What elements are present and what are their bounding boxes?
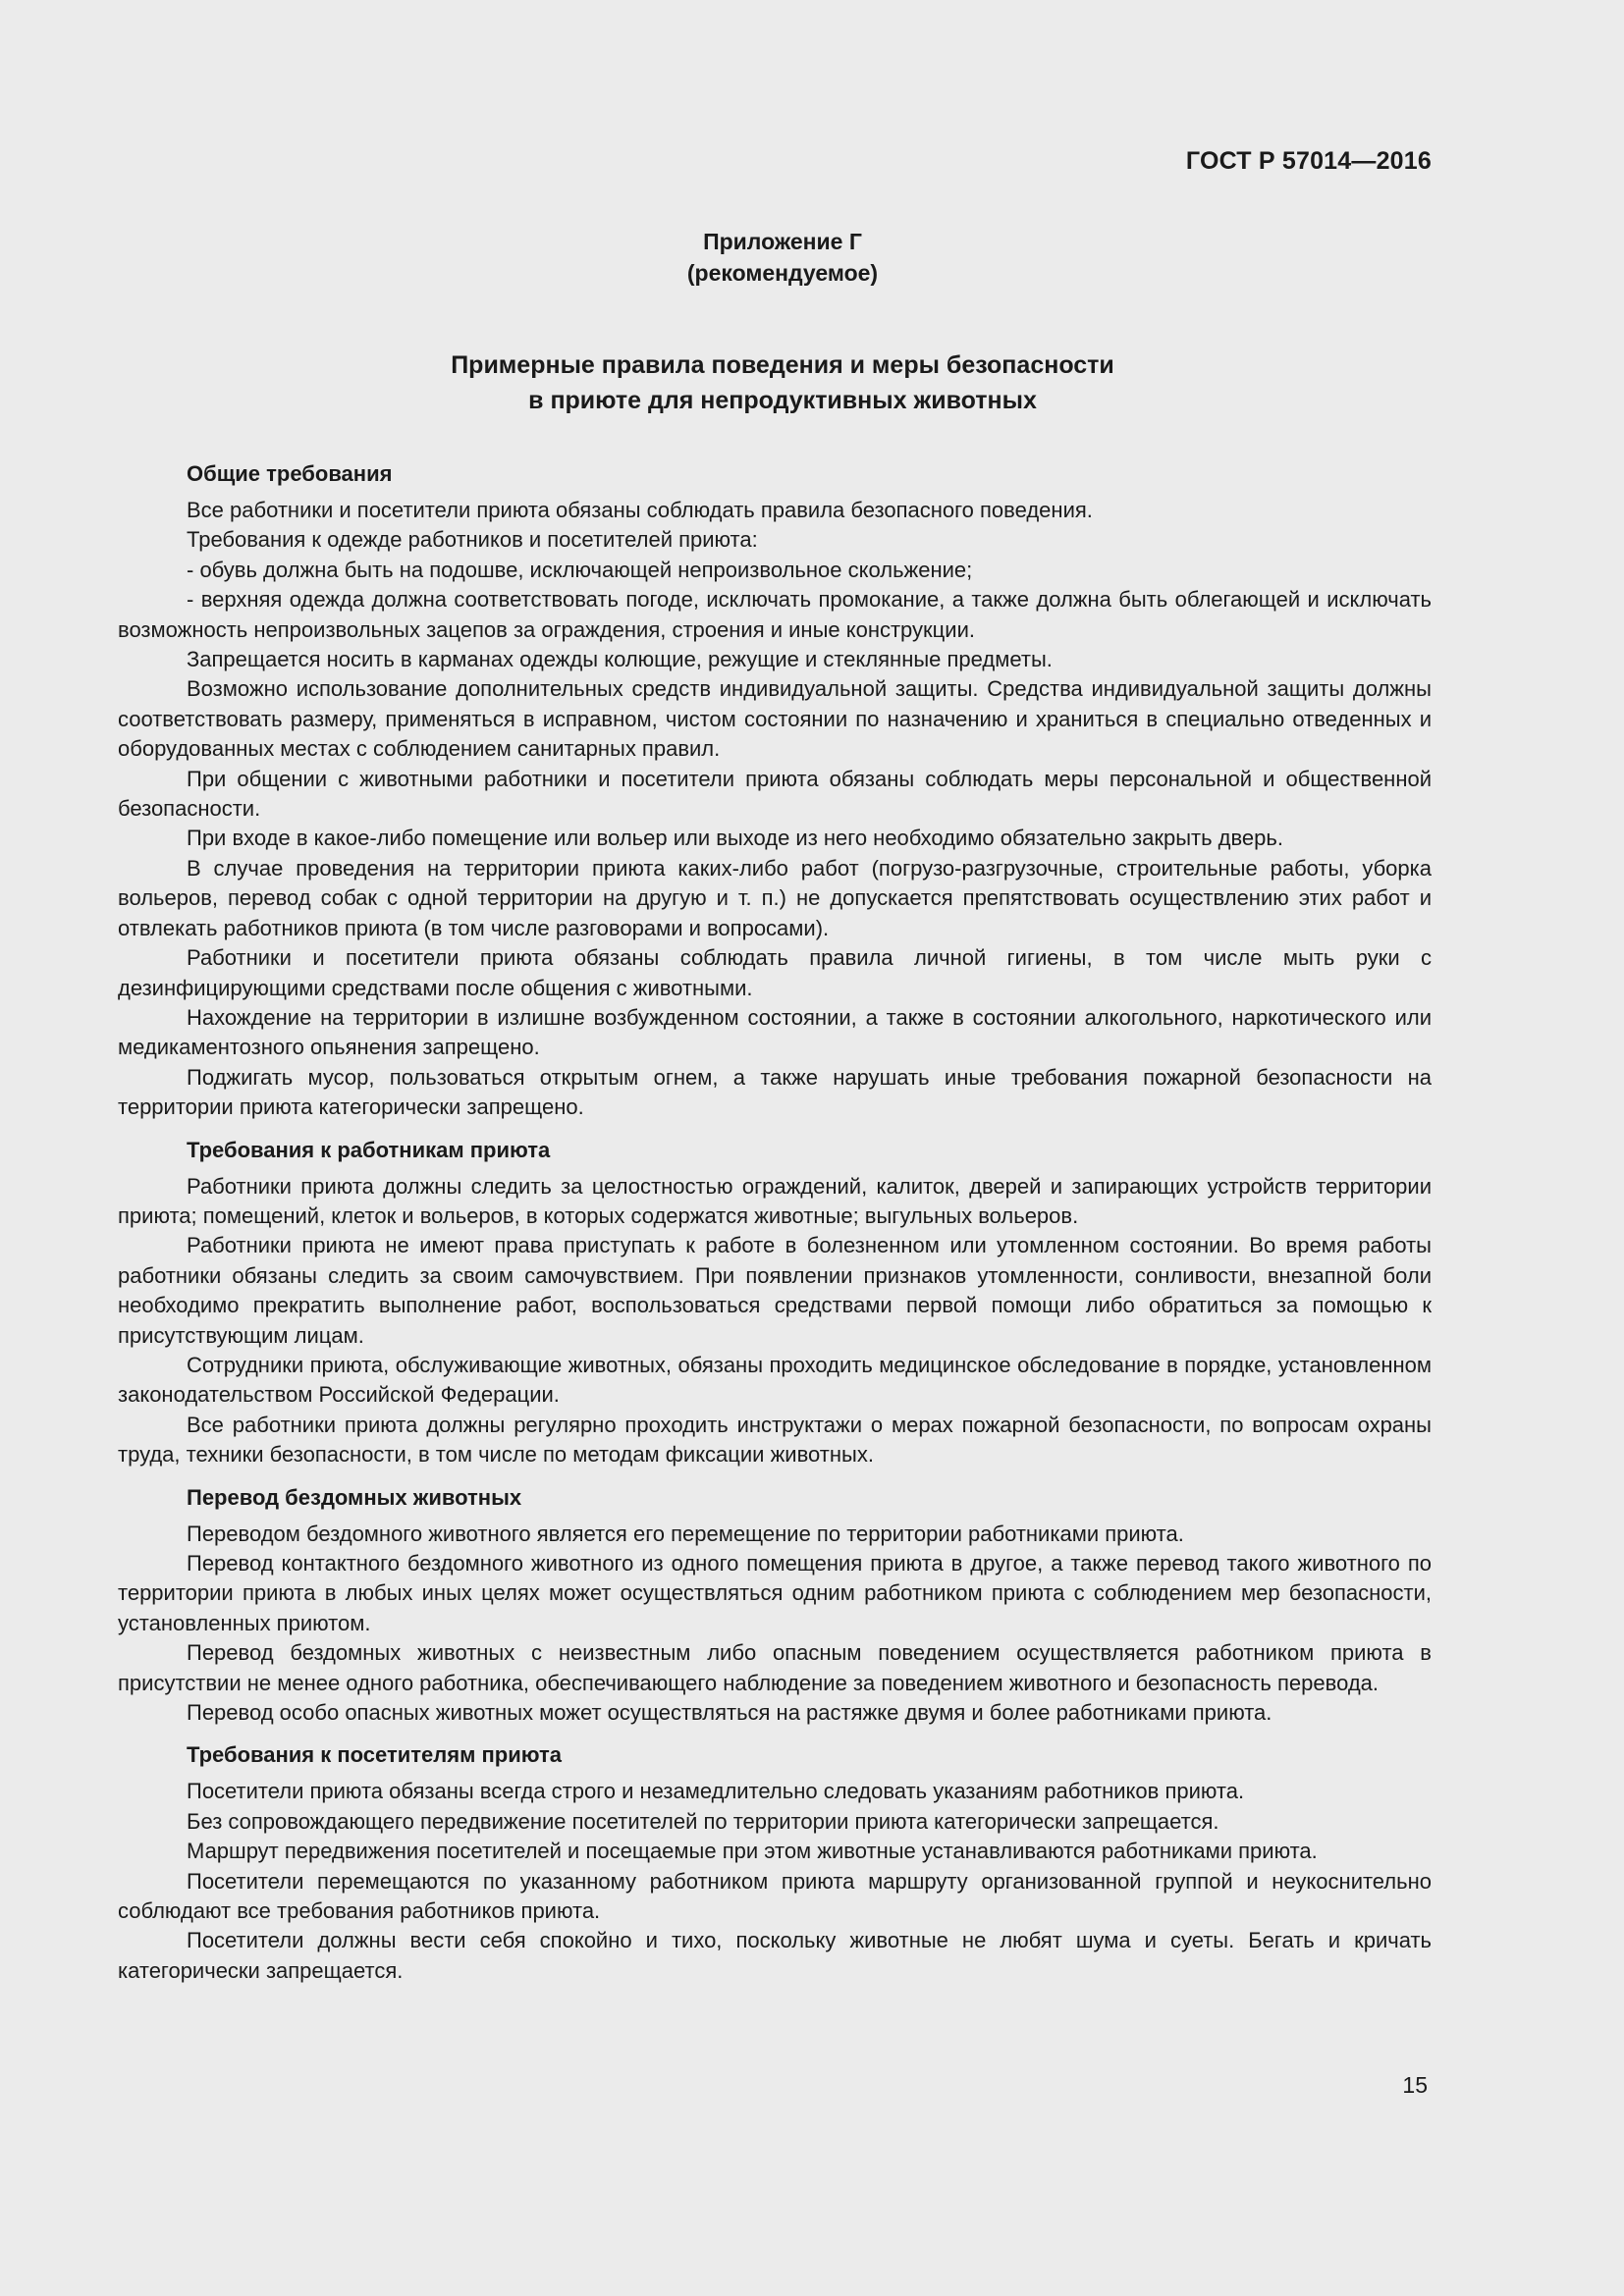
paragraph: Посетители приюта обязаны всегда строго и незамедлительно следовать указаниям работников приюта. <box>187 1779 1245 1804</box>
paragraph: Сотрудники приюта, обслуживающие животных, обязаны проходить медицинское обследование в порядке, установленном законодательством Российской Федерации. <box>118 1352 1432 1408</box>
paragraph: Перевод особо опасных животных может осуществляться на растяжке двумя и более работниками приюта. <box>187 1700 1272 1726</box>
paragraph: При входе в какое-либо помещение или вольер или выходе из него необходимо обязательно закрыть дверь. <box>187 826 1283 851</box>
appendix-heading <box>0 226 1565 289</box>
paragraph: Переводом бездомного животного является его перемещение по территории работниками приюта. <box>187 1521 1184 1546</box>
section-heading-workers: Требования к работникам приюта <box>187 1137 551 1162</box>
title-line-2: в приюте для непродуктивных животных <box>528 387 1037 414</box>
paragraph: Перевод контактного бездомного животного из одного помещения приюта в другое, а также перевод такого животного по территории приюта в любых иных целях может осуществляться одним работником приюта с соблюдением мер безопасности, установленных приютом. <box>118 1551 1432 1635</box>
appendix-status: (рекомендуемое) <box>686 260 879 286</box>
list-item: - обувь должна быть на подошве, исключающей непроизвольное скольжение; <box>187 557 973 582</box>
paragraph: Работники приюта не имеют права приступать к работе в болезненном или утомленном состоянии. Во время работы работники обязаны следить за своим самочувствием. При появлении признаков утомленности, сонливости, внезапной боли необходимо прекратить выполнение работ, воспользоваться средствами первой помощи либо обратиться за помощью к присутствующим лицам. <box>118 1233 1432 1348</box>
list-item: - верхняя одежда должна соответствовать погоде, исключать промокание, а также должна быть облегающей и исключать возможность непроизвольных зацепов за ограждения, строения и иные конструкции. <box>118 587 1432 642</box>
document-title <box>0 347 1565 418</box>
paragraph: Маршрут передвижения посетителей и посещаемые при этом животные устанавливаются работниками приюта. <box>187 1839 1318 1864</box>
paragraph: Работники и посетители приюта обязаны соблюдать правила личной гигиены, в том числе мыть руки с дезинфицирующими средствами после общения с животными. <box>118 945 1432 1000</box>
paragraph: Перевод бездомных животных с неизвестным либо опасным поведением осуществляется работником приюта в присутствии не менее одного работника, обеспечивающего наблюдение за поведением животного и безопасность перевода. <box>118 1640 1432 1695</box>
paragraph: Посетители перемещаются по указанному работником приюта маршруту организованной группой и неукоснительно соблюдают все требования работников приюта. <box>118 1868 1432 1924</box>
paragraph: Возможно использование дополнительных средств индивидуальной защиты. Средства индивидуальной защиты должны соответствовать размеру, применяться в исправном, чистом состоянии по назначению и храниться в специально отведенных и оборудованных местах с соблюдением санитарных правил. <box>118 676 1432 762</box>
appendix-label: Приложение Г <box>703 229 862 254</box>
section-heading-transfer: Перевод бездомных животных <box>187 1484 522 1510</box>
paragraph: При общении с животными работники и посетители приюта обязаны соблюдать меры персональной и общественной безопасности. <box>118 766 1432 822</box>
paragraph: Все работники приюта должны регулярно проходить инструктажи о мерах пожарной безопасности, по вопросам охраны труда, техники безопасности, в том числе по методам фиксации животных. <box>118 1412 1432 1468</box>
standard-number: ГОСТ Р 57014—2016 <box>1185 147 1432 175</box>
section-heading-general: Общие требования <box>187 461 393 486</box>
paragraph: Поджигать мусор, пользоваться открытым огнем, а также нарушать иные требования пожарной безопасности на территории приюта категорически запрещено. <box>118 1064 1432 1120</box>
paragraph: Нахождение на территории в излишне возбужденном состоянии, а также в состоянии алкогольного, наркотического или медикаментозного опьянения запрещено. <box>118 1004 1432 1060</box>
document-body <box>118 456 1432 1986</box>
paragraph: Требования к одежде работников и посетителей приюта: <box>187 527 758 553</box>
paragraph: Работники приюта должны следить за целостностью ограждений, калиток, дверей и запирающих устройств территории приюта; помещений, клеток и вольеров, в которых содержатся животные; выгульных вольеров. <box>118 1173 1432 1228</box>
section-heading-visitors: Требования к посетителям приюта <box>187 1742 562 1768</box>
title-line-1: Примерные правила поведения и меры безопасности <box>451 351 1114 379</box>
paragraph: Посетители должны вести себя спокойно и тихо, поскольку животные не любят шума и суеты. Бегать и кричать категорически запрещается. <box>118 1928 1432 1983</box>
paragraph: Запрещается носить в карманах одежды колющие, режущие и стеклянные предметы. <box>187 647 1053 672</box>
paragraph: Без сопровождающего передвижение посетителей по территории приюта категорически запрещается. <box>187 1808 1219 1834</box>
page-number: 15 <box>1402 2072 1428 2098</box>
paragraph: Все работники и посетители приюта обязаны соблюдать правила безопасного поведения. <box>187 498 1093 522</box>
paragraph: В случае проведения на территории приюта каких-либо работ (погрузо-разгрузочные, строительные работы, уборка вольеров, перевод собак с одной территории на другую и т. п.) не допускается препятствовать осуществлению этих работ и отвлекать работников приюта (в том числе разговорами и вопросами). <box>118 855 1432 940</box>
